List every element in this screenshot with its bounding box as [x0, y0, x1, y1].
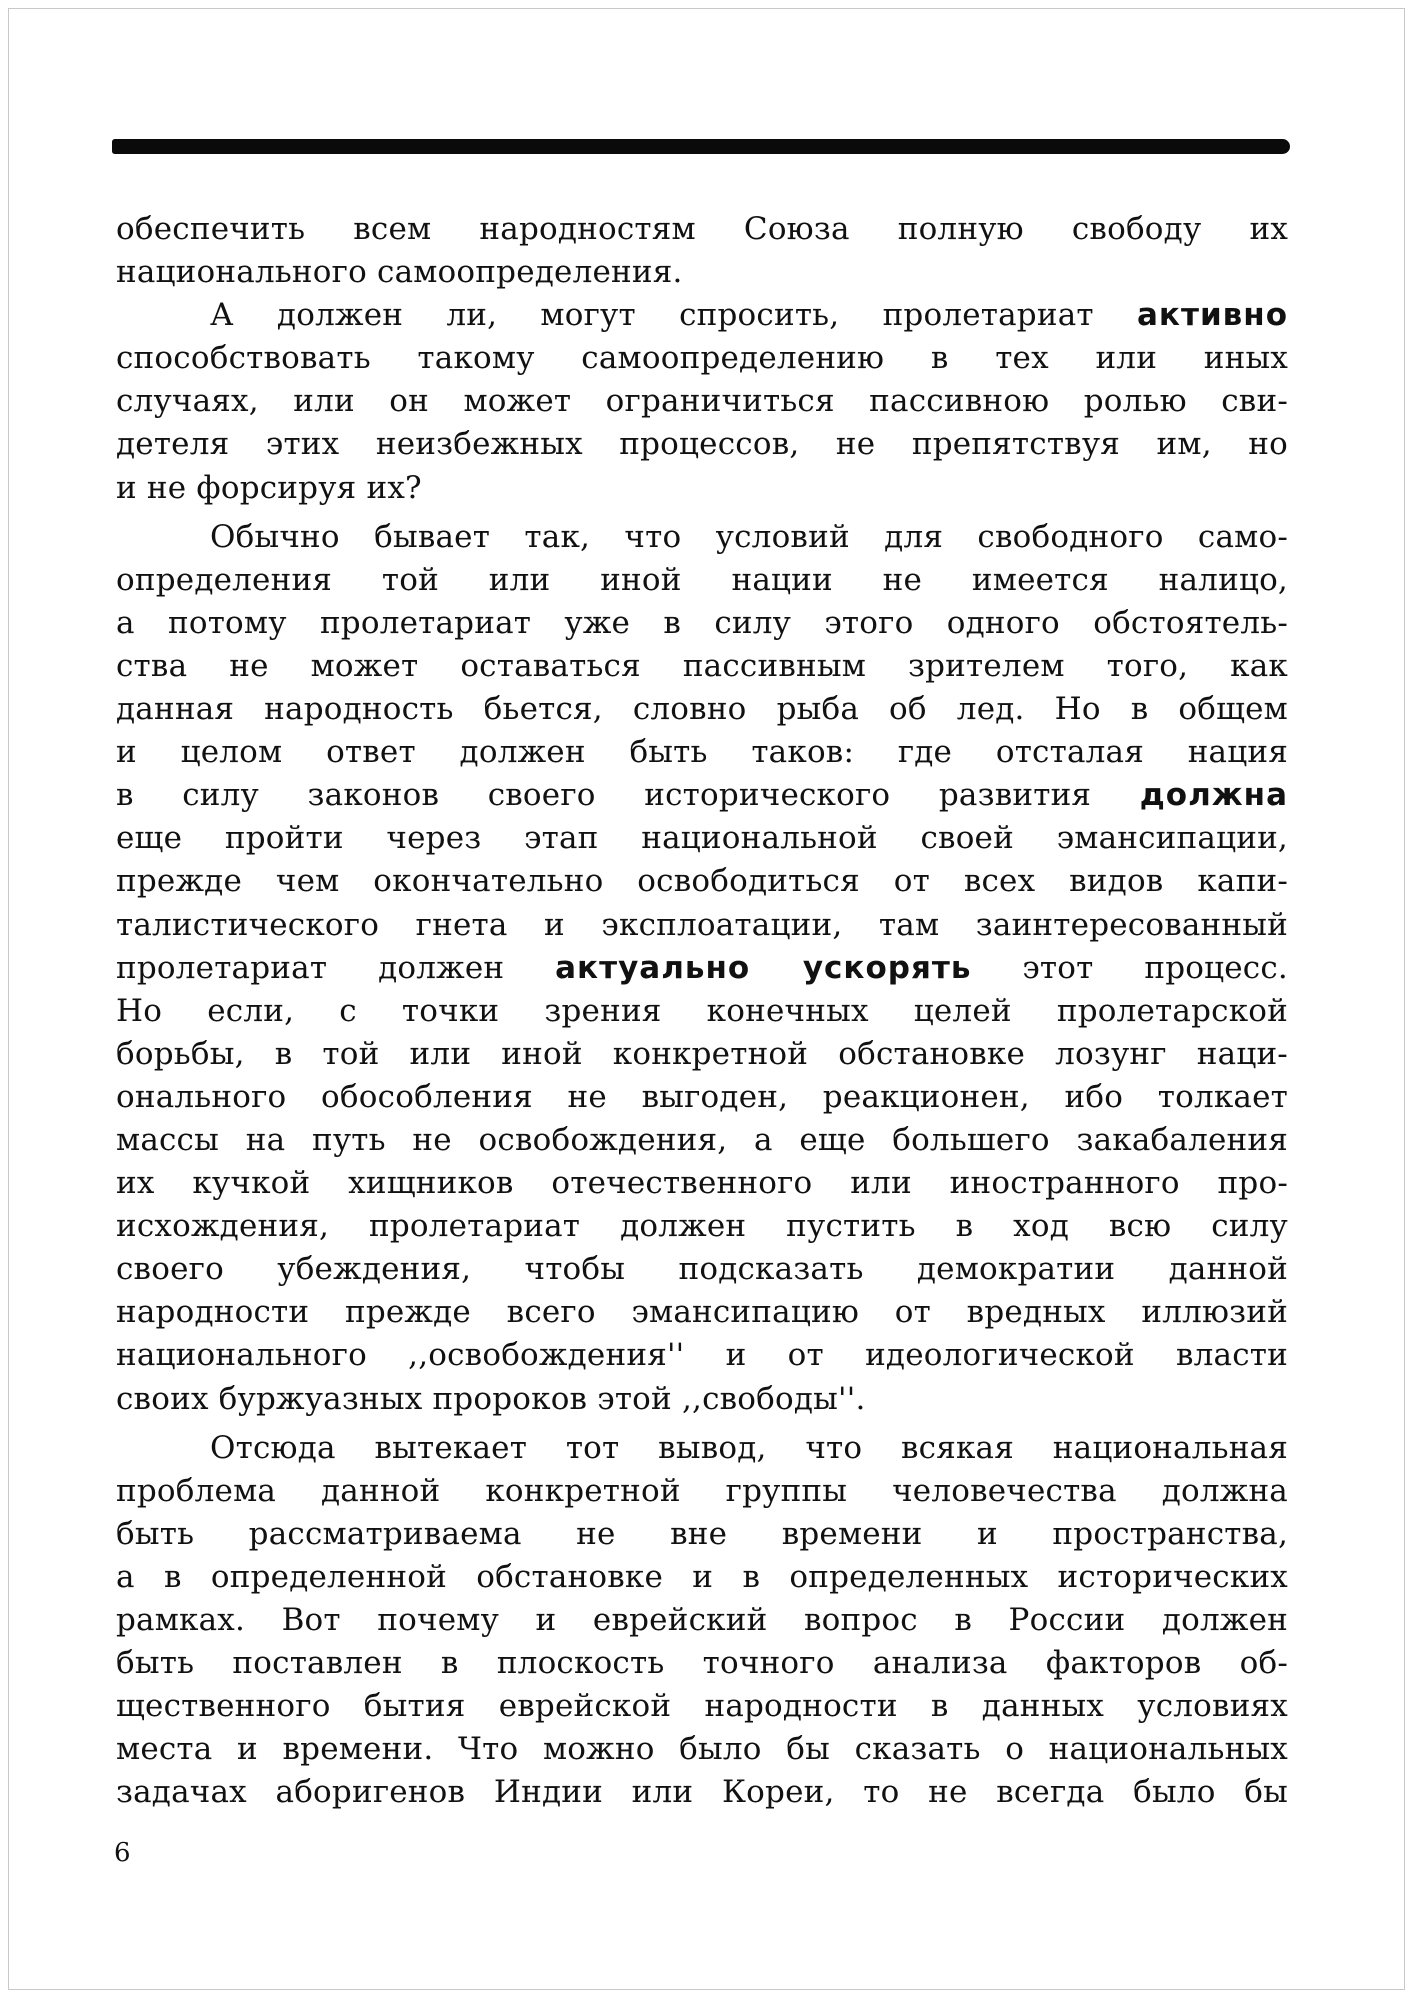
text-line: своего убеждения, чтобы подсказать демократии данной: [116, 1251, 1288, 1288]
text-line: а в определенной обстановке и в определенных исторических: [116, 1558, 1288, 1595]
text-line: и не форсируя их?: [116, 469, 422, 506]
text-line: детеля этих неизбежных процессов, не препятствуя им, но: [116, 426, 1288, 463]
text-line: Но если, с точки зрения конечных целей пролетарской: [116, 992, 1288, 1029]
text-line: Обычно бывает так, что условий для свободного само-: [210, 518, 1288, 555]
text-line: в силу законов своего исторического развития должна: [116, 777, 1288, 814]
emphasis-text: актуально ускорять: [555, 949, 972, 986]
text-line: быть поставлен в плоскость точного анализа факторов об-: [116, 1645, 1288, 1682]
text-line: своих буржуазных пророков этой ,,свободы''.: [116, 1380, 866, 1417]
text-line: их кучкой хищников отечественного или иностранного про-: [116, 1165, 1288, 1202]
text-line: определения той или иной нации не имеется налицо,: [116, 561, 1288, 598]
text-line: народности прежде всего эмансипацию от вредных иллюзий: [116, 1294, 1288, 1331]
body-text: [116, 208, 1288, 1814]
text-line: талистического гнета и эксплоатации, там заинтересованный: [116, 906, 1288, 943]
header-rule: [112, 139, 1290, 154]
text-line: быть рассматриваема не вне времени и пространства,: [116, 1515, 1288, 1552]
text-line: исхождения, пролетариат должен пустить в ход всю силу: [116, 1208, 1288, 1245]
text-line: А должен ли, могут спросить, пролетариат активно: [210, 297, 1288, 334]
text-line: проблема данной конкретной группы человечества должна: [116, 1472, 1288, 1509]
text-line: способствовать такому самоопределению в тех или иных: [116, 340, 1288, 377]
emphasis-text: должна: [1139, 777, 1288, 814]
text-line: пролетариат должен актуально ускорять этот процесс.: [116, 949, 1288, 986]
text-line: места и времени. Что можно было бы сказать о национальных: [116, 1731, 1288, 1768]
text-line: национального самоопределения.: [116, 254, 683, 291]
text-line: массы на путь не освобождения, а еще большего закабаления: [116, 1121, 1288, 1158]
text-line: рамках. Вот почему и еврейский вопрос в России должен: [116, 1602, 1288, 1638]
text-line: и целом ответ должен быть таков: где отсталая нация: [116, 734, 1288, 771]
text-line: случаях, или он может ограничиться пассивною ролью сви-: [116, 383, 1288, 420]
text-line: а потому пролетариат уже в силу этого одного обстоятель-: [116, 604, 1288, 641]
text-line: национального ,,освобождения'' и от идеологической власти: [116, 1337, 1288, 1374]
text-line: Отсюда вытекает тот вывод, что всякая национальная: [210, 1429, 1288, 1466]
text-line: прежде чем окончательно освободиться от всех видов капи-: [116, 863, 1288, 900]
text-line: борьбы, в той или иной конкретной обстановке лозунг наци-: [116, 1035, 1288, 1072]
text-line: ства не может оставаться пассивным зрителем того, как: [116, 647, 1288, 684]
text-line: задачах аборигенов Индии или Кореи, то не всегда было бы: [116, 1774, 1288, 1811]
text-line: данная народность бьется, словно рыба об лед. Но в общем: [116, 691, 1288, 728]
text-line: еще пройти через этап национальной своей эмансипации,: [116, 820, 1288, 857]
text-line: онального обособления не выгоден, реакционен, ибо толкает: [116, 1078, 1288, 1115]
emphasis-text: активно: [1137, 297, 1288, 334]
text-line: щественного бытия еврейской народности в данных условиях: [116, 1688, 1288, 1725]
page-number: 6: [114, 1838, 131, 1868]
text-line: обеспечить всем народностям Союза полную свободу их: [116, 211, 1288, 247]
